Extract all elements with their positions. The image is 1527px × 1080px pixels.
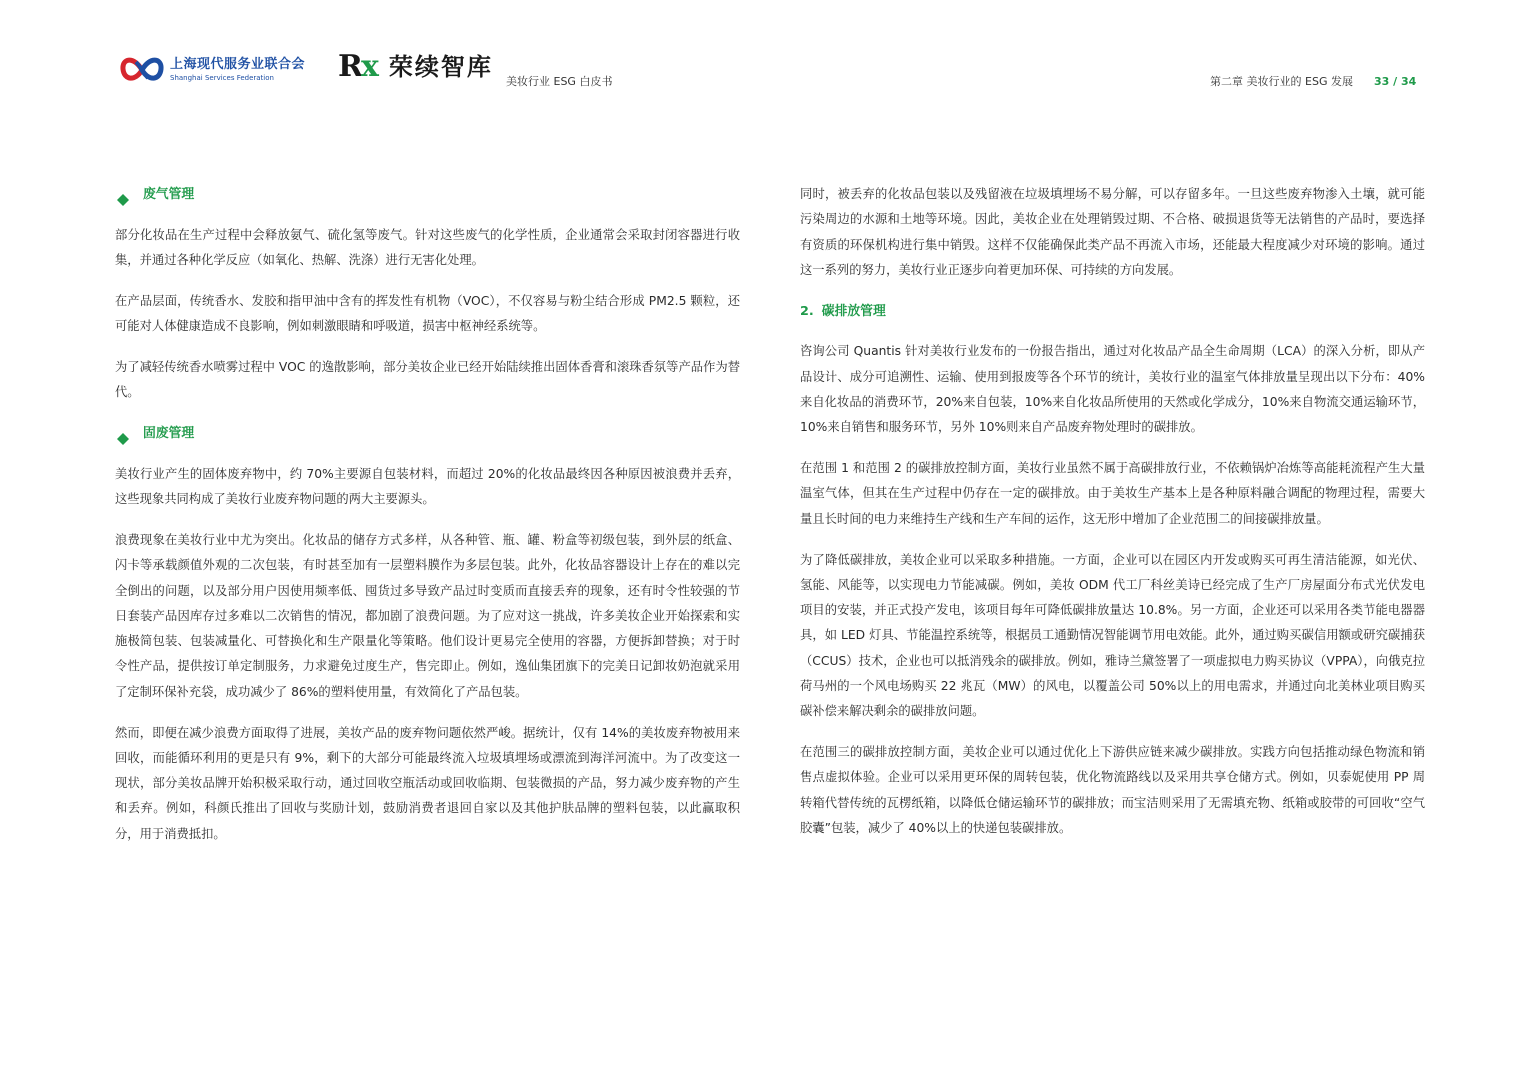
page-header — [0, 0, 1527, 110]
paragraph: 为了降低碳排放，美妆企业可以采取多种措施。一方面，企业可以在园区内开发或购买可再生清洁能源，如光伏、氢能、风能等，以实现电力节能减碳。例如，美妆 ODM 代工厂科丝美诗已经完成了生产厂房屋面分布式光伏发电项目的安装，并正式投产发电，该项目每年可降低碳排放量达 10.8%。另一方面，企业还可以采用各类节能电器器具，如 LED 灯具、节能温控系统等，根据员工通勤情况智能调节用电效能。此外，通过购买碳信用额或研究碳捕获（CCUS）技术，企业也可以抵消残余的碳排放。例如，雅诗兰黛签署了一项虚拟电力购买协议（VPPA），向俄克拉荷马州的一个风电场购买 22 兆瓦（MW）的风电，以覆盖公司 50%以上的用电需求，并通过向北美林业项目购买碳补偿来解决剩余的碳排放问题。 — [800, 552, 1425, 719]
section-heading-text: 固废管理 — [143, 426, 195, 442]
paragraph: 部分化妆品在生产过程中会释放氨气、硫化氢等废气。针对这些废气的化学性质，企业通常会采取封闭容器进行收集，并通过各种化学反应（如氧化、热解、洗涤）进行无害化处理。 — [115, 227, 740, 268]
section-number: 2. — [800, 303, 814, 319]
section-heading-text: 碳排放管理 — [821, 303, 886, 319]
rx-logo — [338, 50, 493, 84]
right-column — [800, 182, 1425, 857]
ssf-emblem-icon — [120, 52, 164, 88]
ssf-name: 上海现代服务业联合会 — [170, 57, 306, 72]
paragraph: 在产品层面，传统香水、发胶和指甲油中含有的挥发性有机物（VOC），不仅容易与粉尘结合形成 PM2.5 颗粒，还可能对人体健康造成不良影响，例如刺激眼睛和呼吸道，损害中枢神经系统等。 — [115, 293, 740, 334]
paragraph: 浪费现象在美妆行业中尤为突出。化妆品的储存方式多样，从各种管、瓶、罐、粉盒等初级包装，到外层的纸盒、闪卡等承载颜值外观的二次包装，有时甚至加有一层塑料膜作为多层包装。此外，化妆品容器设计上存在的难以完全倒出的问题，以及部分用户因使用频率低、囤货过多导致产品过时变质而直接丢弃的现象，还有时令性较强的节日套装产品因库存过多难以二次销售的情况，都加剧了浪费问题。为了应对这一挑战，许多美妆企业开始探索和实施极简包装、包装减量化、可替换化和生产限量化等策略。他们设计更易完全使用的容器，方便拆卸替换；对于时令性产品，提供按订单定制服务，力求避免过度生产，售完即止。例如，逸仙集团旗下的完美日记卸妆奶泡就采用了定制环保补充袋，成功减少了 86%的塑料使用量，有效简化了产品包装。 — [115, 532, 740, 699]
rx-name: 荣续智库 — [388, 53, 493, 81]
section-heading-exhaust — [115, 182, 740, 207]
ssf-name-en: Shanghai Services Federation — [170, 74, 274, 82]
paragraph: 在范围三的碳排放控制方面，美妆企业可以通过优化上下游供应链来减少碳排放。实践方向包括推动绿色物流和销售点虚拟体验。企业可以采用更环保的周转包装，优化物流路线以及采用共享仓储方式。例如，贝泰妮使用 PP 周转箱代替传统的瓦楞纸箱，以降低仓储运输环节的碳排放；而宝洁则采用了无需填充物、纸箱或胶带的可回收“空气胶囊”包装，减少了 40%以上的快递包装碳排放。 — [800, 745, 1425, 836]
paragraph: 在范围 1 和范围 2 的碳排放控制方面，美妆行业虽然不属于高碳排放行业，不依赖锅炉冶炼等高能耗流程产生大量温室气体，但其在生产过程中仍存在一定的碳排放。由于美妆生产基本上是各种原料融合调配的物理过程，需要大量且长时间的电力来维持生产线和生产车间的运作，这无形中增加了企业范围二的间接碳排放量。 — [800, 461, 1425, 526]
paragraph: 美妆行业产生的固体废弃物中，约 70%主要源自包装材料，而超过 20%的化妆品最终因各种原因被浪费并丢弃，这些现象共同构成了美妆行业废弃物问题的两大主要源头。 — [115, 466, 740, 507]
rx-mark — [338, 50, 377, 84]
diamond-bullet-icon — [117, 188, 129, 200]
document-title: 美妆行业 ESG 白皮书 — [506, 75, 613, 88]
rx-mark-x: x — [360, 49, 377, 84]
chapter-title: 第二章 美妆行业的 ESG 发展 — [1210, 75, 1353, 88]
section-heading-text: 废气管理 — [143, 187, 195, 202]
paragraph: 咨询公司 Quantis 针对美妆行业发布的一份报告指出，通过对化妆品产品全生命周期（LCA）的深入分析，即从产品设计、成分可追溯性、运输、使用到报废等各个环节的统计，美妆行业的温室气体排放量呈现出以下分布：40%来自化妆品的消费环节，20%来自包装，10%来自化妆品所使用的天然或化学成分，10%来自物流交通运输环节，10%来自销售和服务环节，另外 10%则来自产品废弃物处理时的碳排放。 — [800, 344, 1425, 435]
ssf-logo — [120, 52, 305, 88]
page-number: 33 / 34 — [1374, 75, 1417, 88]
paragraph: 然而，即便在减少浪费方面取得了进展，美妆产品的废弃物问题依然严峻。据统计，仅有 14%的美妆废弃物被用来回收，而能循环利用的更是只有 9%，剩下的大部分可能最终流入垃圾填埋场或漂流到海洋河流中。为了改变这一现状，部分美妆品牌开始积极采取行动，通过回收空瓶活动或回收临期、包装微损的产品，努力减少废弃物的产生和丢弃。例如，科颜氏推出了回收与奖励计划，鼓励消费者退回自家以及其他护肤品牌的塑料包装，以此赢取积分，用于消费抵扣。 — [115, 725, 740, 841]
section-heading-solid-waste — [115, 421, 740, 446]
left-column — [115, 182, 740, 863]
section-heading-carbon — [800, 299, 1425, 324]
diamond-bullet-icon — [117, 427, 129, 439]
rx-mark-r: R — [338, 49, 361, 84]
paragraph: 同时，被丢弃的化妆品包装以及残留液在垃圾填埋场不易分解，可以存留多年。一旦这些废弃物渗入土壤，就可能污染周边的水源和土地等环境。因此，美妆企业在处理销毁过期、不合格、破损退货等无法销售的产品时，要选择有资质的环保机构进行集中销毁。这样不仅能确保此类产品不再流入市场，还能最大程度减少对环境的影响。通过这一系列的努力，美妆行业正逐步向着更加环保、可持续的方向发展。 — [800, 187, 1425, 277]
paragraph: 为了减轻传统香水喷雾过程中 VOC 的逸散影响，部分美妆企业已经开始陆续推出固体香膏和滚珠香氛等产品作为替代。 — [115, 359, 740, 400]
